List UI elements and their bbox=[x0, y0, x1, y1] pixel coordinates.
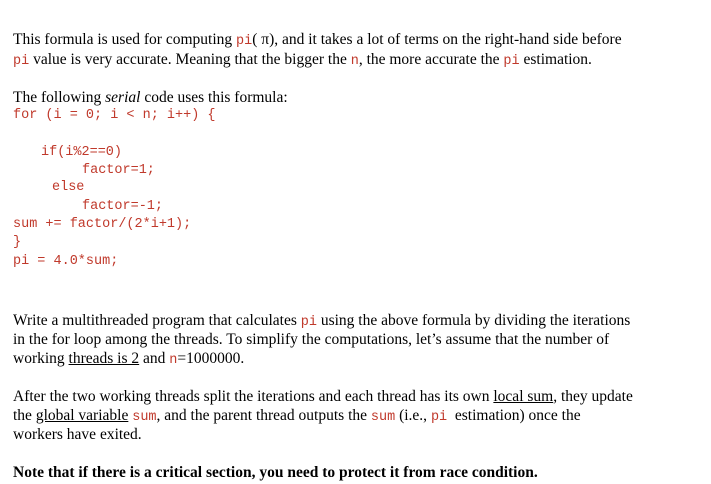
code-pi: pi bbox=[236, 34, 253, 49]
code-line-3: factor=1; bbox=[82, 163, 155, 178]
global-variable-underlined: global variable bbox=[35, 407, 129, 424]
paragraph-4-line-3: workers have exited. bbox=[13, 426, 142, 443]
text: ( π), and it takes a lot of terms on the right-hand side before bbox=[252, 31, 622, 48]
text: , they update bbox=[553, 388, 633, 405]
serial-italic: serial bbox=[105, 89, 141, 106]
code-line-2: if(i%2==0) bbox=[41, 145, 123, 160]
code-n: n bbox=[350, 54, 359, 69]
text: , the more accurate the bbox=[358, 51, 504, 68]
text: , and the parent thread outputs the bbox=[156, 407, 371, 424]
text: Write a multithreaded program that calculates bbox=[13, 312, 301, 329]
threads-underlined: threads is 2 bbox=[68, 350, 140, 367]
text: The following bbox=[13, 89, 106, 106]
text: the bbox=[13, 407, 36, 424]
code-n: n bbox=[169, 353, 178, 368]
paragraph-1-line-2 bbox=[13, 50, 592, 71]
paragraph-2 bbox=[13, 88, 288, 107]
code-line-7: } bbox=[13, 235, 22, 250]
text: working bbox=[13, 350, 69, 367]
paragraph-3-line-2: in the for loop among the threads. To simplify the computations, let’s assume that the number of bbox=[13, 331, 610, 348]
text: value is very accurate. Meaning that the bigger the bbox=[29, 51, 351, 68]
code-sum: sum bbox=[132, 410, 157, 425]
code-line-5: factor=-1; bbox=[82, 199, 164, 214]
text: code uses this formula: bbox=[140, 89, 288, 106]
text: (i.e., bbox=[395, 407, 431, 424]
paragraph-3-line-1 bbox=[13, 311, 630, 332]
code-line-8: pi = 4.0*sum; bbox=[13, 254, 119, 269]
code-line-4: else bbox=[52, 180, 85, 195]
code-line-6: sum += factor/(2*i+1); bbox=[13, 217, 192, 232]
paragraph-1-line-1 bbox=[13, 30, 622, 51]
note-bold: Note that if there is a critical section, you need to protect it from race condition. bbox=[13, 464, 538, 481]
code-pi: pi bbox=[13, 54, 30, 69]
text: and bbox=[139, 350, 170, 367]
code-pi: pi bbox=[430, 410, 448, 425]
paragraph-3-line-3 bbox=[13, 349, 244, 370]
paragraph-4-line-1 bbox=[13, 387, 633, 406]
code-pi: pi bbox=[503, 54, 520, 69]
code-sum: sum bbox=[370, 410, 396, 425]
code-pi: pi bbox=[300, 315, 317, 330]
text: After the two working threads split the iterations and each thread has its own bbox=[13, 388, 494, 405]
text: estimation) once the bbox=[447, 407, 581, 424]
text: estimation. bbox=[519, 51, 592, 68]
paragraph-4-line-2 bbox=[13, 406, 581, 427]
text: =1000000. bbox=[177, 350, 245, 367]
text: using the above formula by dividing the iterations bbox=[316, 312, 631, 329]
code-line-1: for (i = 0; i < n; i++) { bbox=[13, 108, 216, 123]
local-sum-underlined: local sum bbox=[493, 388, 554, 405]
text: This formula is used for computing bbox=[13, 31, 236, 48]
